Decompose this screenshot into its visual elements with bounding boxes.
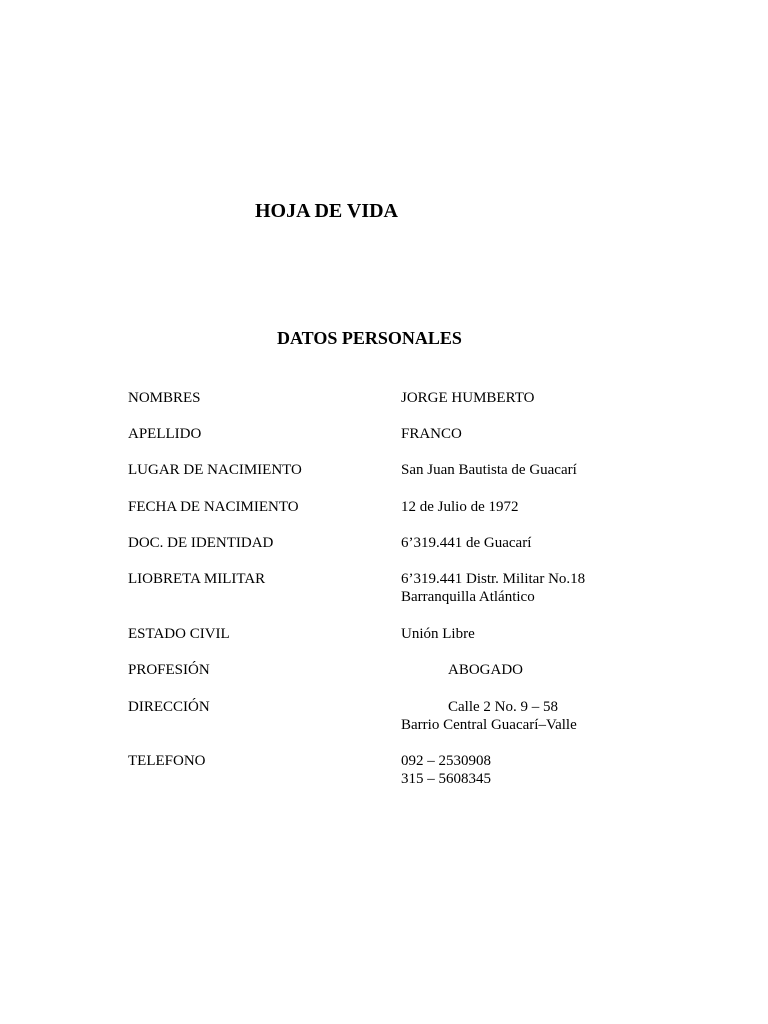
label-nombres: NOMBRES: [128, 390, 201, 406]
value-telefono: [401, 752, 491, 788]
value-estado-civil: Unión Libre: [401, 626, 475, 642]
label-doc-identidad: DOC. DE IDENTIDAD: [128, 535, 274, 551]
document-title: HOJA DE VIDA: [255, 200, 398, 222]
section-title: DATOS PERSONALES: [277, 328, 462, 348]
value-fecha-nacimiento: 12 de Julio de 1972: [401, 499, 519, 515]
label-profesion: PROFESIÓN: [128, 662, 210, 678]
label-direccion: DIRECCIÓN: [128, 699, 210, 715]
label-estado-civil: ESTADO CIVIL: [128, 626, 230, 642]
value-profesion: ABOGADO: [448, 662, 523, 678]
label-apellido: APELLIDO: [128, 426, 202, 442]
value-libreta-militar: [401, 570, 585, 606]
value-apellido: FRANCO: [401, 426, 462, 442]
label-fecha-nacimiento: FECHA DE NACIMIENTO: [128, 499, 299, 515]
value-telefono-line2: 315 – 5608345: [401, 771, 491, 787]
value-doc-identidad: 6’319.441 de Guacarí: [401, 535, 532, 551]
label-telefono: TELEFONO: [128, 753, 206, 769]
value-direccion: [401, 698, 577, 734]
value-libreta-line1: 6’319.441 Distr. Militar No.18: [401, 571, 586, 587]
value-telefono-line1: 092 – 2530908: [401, 753, 491, 769]
label-lugar-nacimiento: LUGAR DE NACIMIENTO: [128, 462, 302, 478]
label-libreta-militar: LIOBRETA MILITAR: [128, 571, 266, 587]
value-direccion-line1: Calle 2 No. 9 – 58: [448, 699, 558, 715]
value-direccion-line2: Barrio Central Guacarí–Valle: [401, 717, 577, 733]
value-nombres: JORGE HUMBERTO: [401, 390, 535, 406]
value-lugar-nacimiento: San Juan Bautista de Guacarí: [401, 462, 577, 478]
value-libreta-line2: Barranquilla Atlántico: [401, 589, 535, 605]
